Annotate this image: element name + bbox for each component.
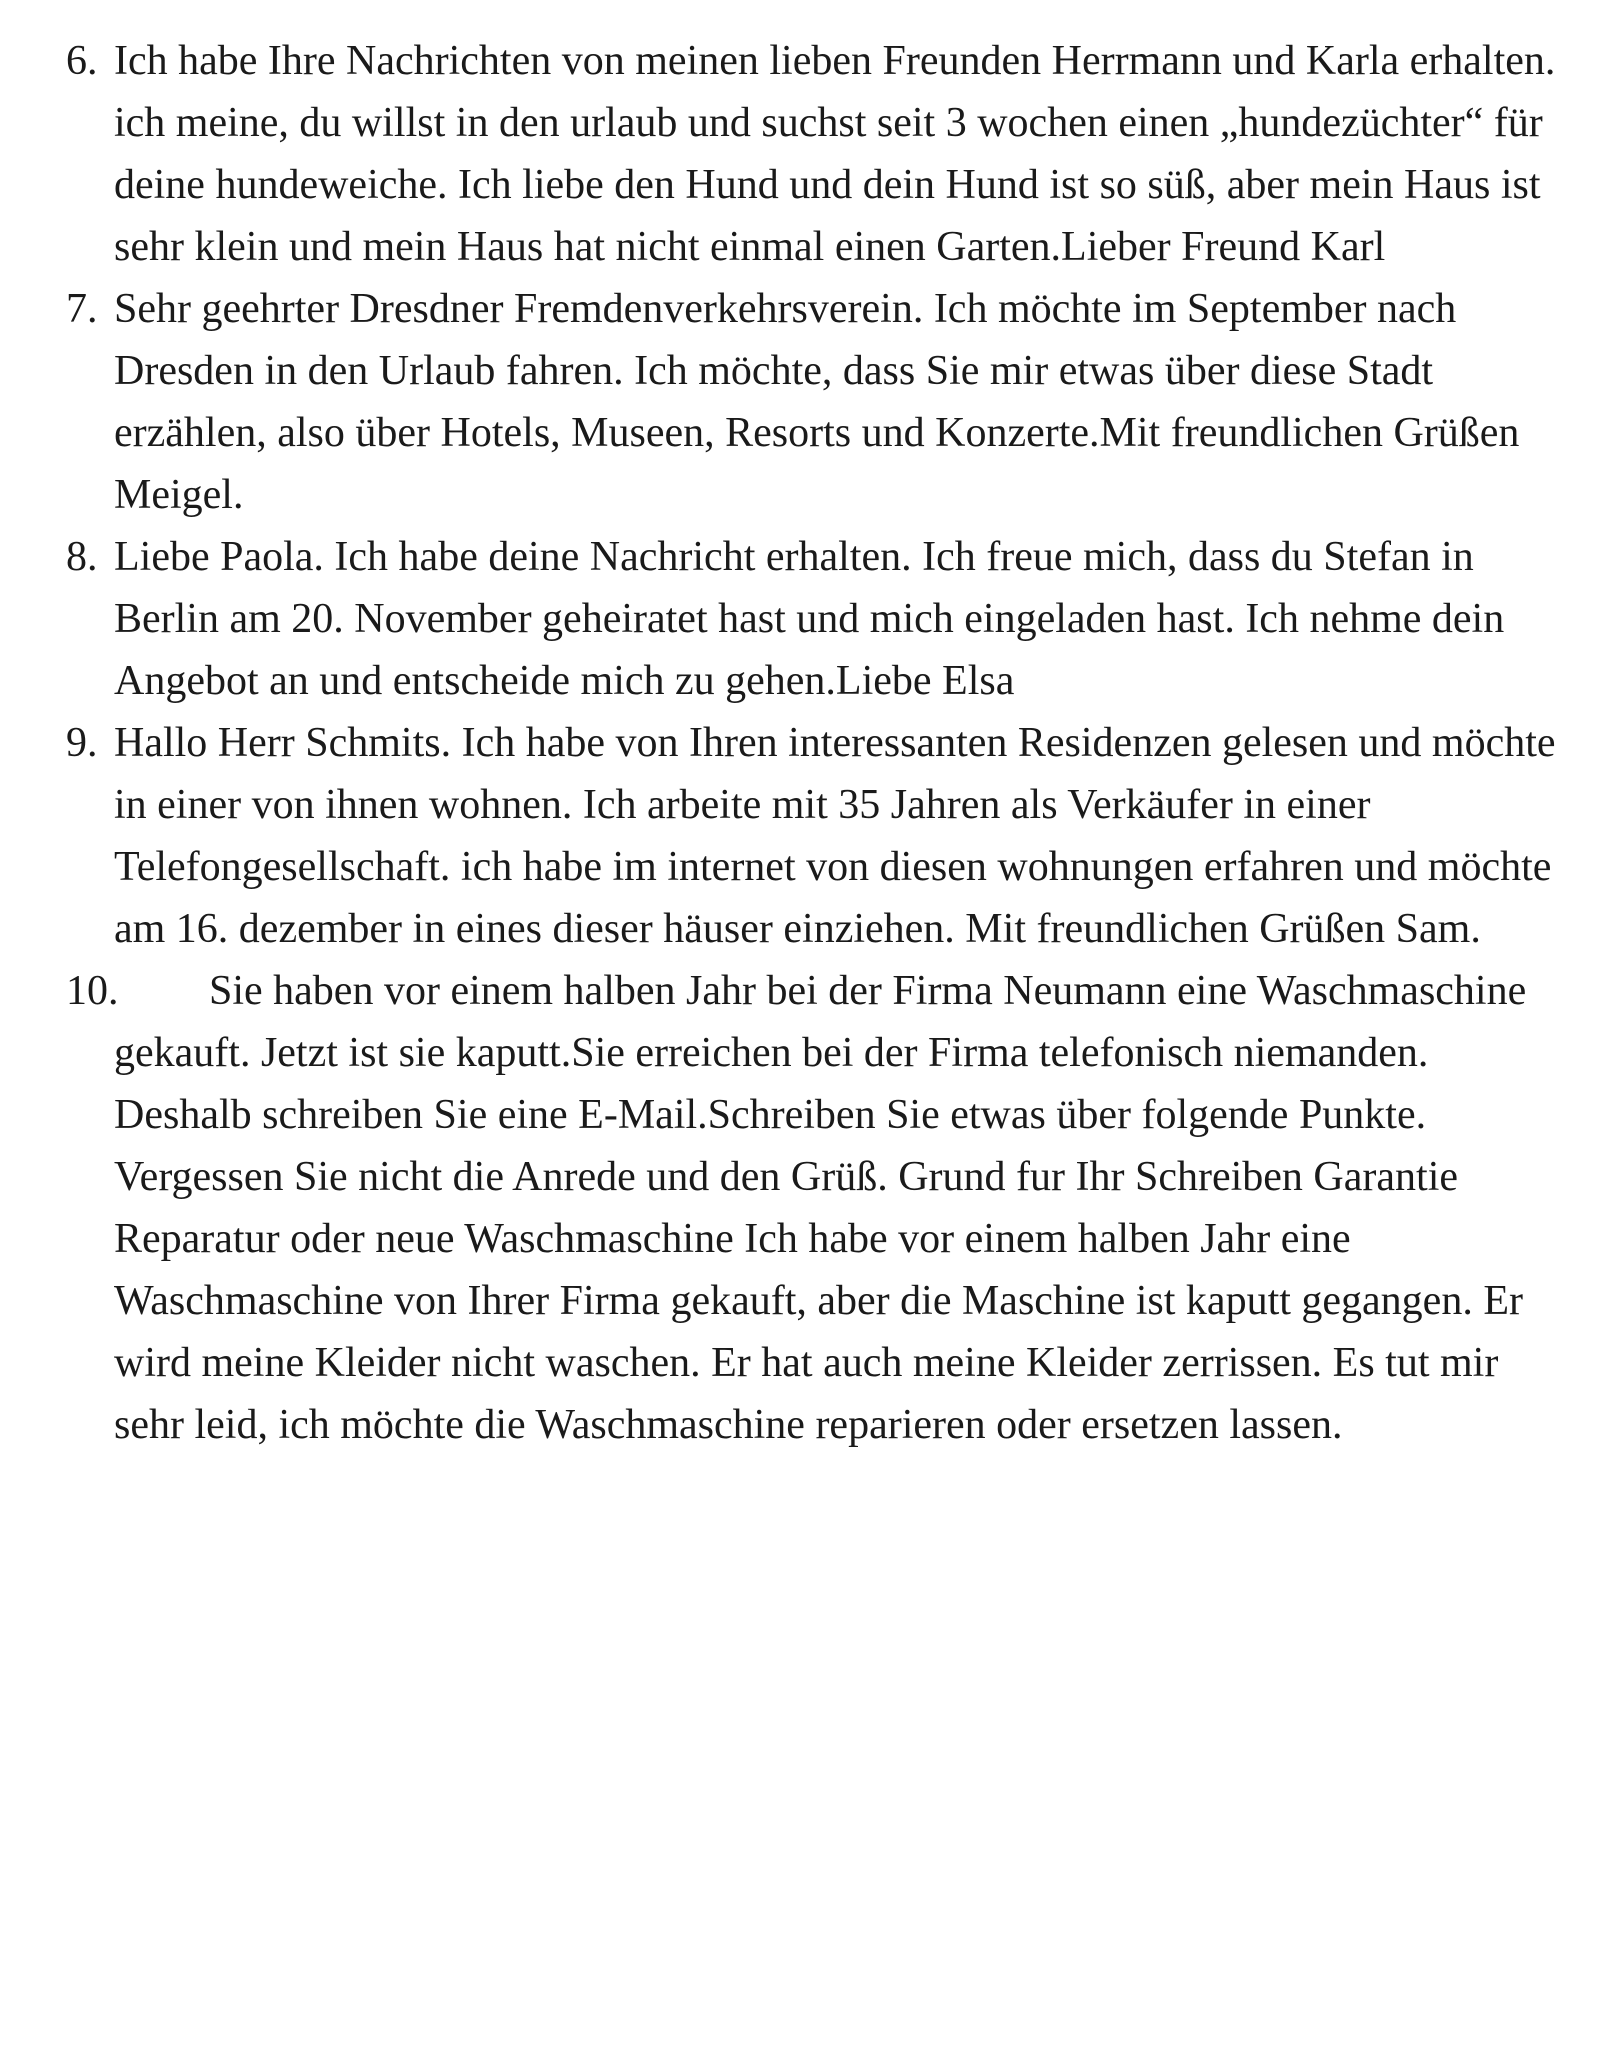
numbered-list xyxy=(66,30,1566,1456)
list-item xyxy=(66,960,1566,1456)
list-item-text xyxy=(114,960,1566,1456)
list-item-number: 6. xyxy=(66,38,98,84)
list-item xyxy=(66,712,1566,960)
list-item-text: Sehr geehrter Dresdner Fremdenverkehrsverein. Ich möchte im September nach Dresden in den Urlaub fahren. Ich möchte, dass Sie mir etwas über diese Stadt erzählen, also über Hotels, Museen, Resorts und Konzerte.Mit freundlichen Grüßen Meigel. xyxy=(114,286,1520,518)
list-item-number: 7. xyxy=(66,286,98,332)
list-item xyxy=(66,30,1566,278)
list-item-text: Hallo Herr Schmits. Ich habe von Ihren interessanten Residenzen gelesen und möchte in einer von ihnen wohnen. Ich arbeite mit 35 Jahren als Verkäufer in einer Telefongesellschaft. ich habe im internet von diesen wohnungen erfahren und möchte am 16. dezember in eines dieser häuser einziehen. Mit freundlichen Grüßen Sam. xyxy=(114,720,1556,952)
list-item-number: 8. xyxy=(66,534,98,580)
list-item xyxy=(66,526,1566,712)
list-item-text: Ich habe Ihre Nachrichten von meinen lieben Freunden Herrmann und Karla erhalten. ich meine, du willst in den urlaub und suchst seit 3 wochen einen „hundezüchter“ für deine hundeweiche. Ich liebe den Hund und dein Hund ist so süß, aber mein Haus ist sehr klein und mein Haus hat nicht einmal einen Garten.Lieber Freund Karl xyxy=(114,38,1556,270)
list-item-number: 9. xyxy=(66,720,98,766)
list-item xyxy=(66,278,1566,526)
list-item-number: 10. xyxy=(66,968,119,1014)
list-item-text-content: Sie haben vor einem halben Jahr bei der Firma Neumann eine Waschmaschine gekauft. Jetzt ist sie kaputt.Sie erreichen bei der Firma telefonisch niemanden. Deshalb schreiben Sie eine E-Mail.Schreiben Sie etwas über folgende Punkte. Vergessen Sie nicht die Anrede und den Grüß. Grund fur Ihr Schreiben Garantie Reparatur oder neue Waschmaschine Ich habe vor einem halben Jahr eine Waschmaschine von Ihrer Firma gekauft, aber die Maschine ist kaputt gegangen. Er wird meine Kleider nicht waschen. Er hat auch meine Kleider zerrissen. Es tut mir sehr leid, ich möchte die Waschmaschine reparieren oder ersetzen lassen. xyxy=(114,968,1527,1448)
list-item-text: Liebe Paola. Ich habe deine Nachricht erhalten. Ich freue mich, dass du Stefan in Berlin am 20. November geheiratet hast und mich eingeladen hast. Ich nehme dein Angebot an und entscheide mich zu gehen.Liebe Elsa xyxy=(114,534,1505,704)
